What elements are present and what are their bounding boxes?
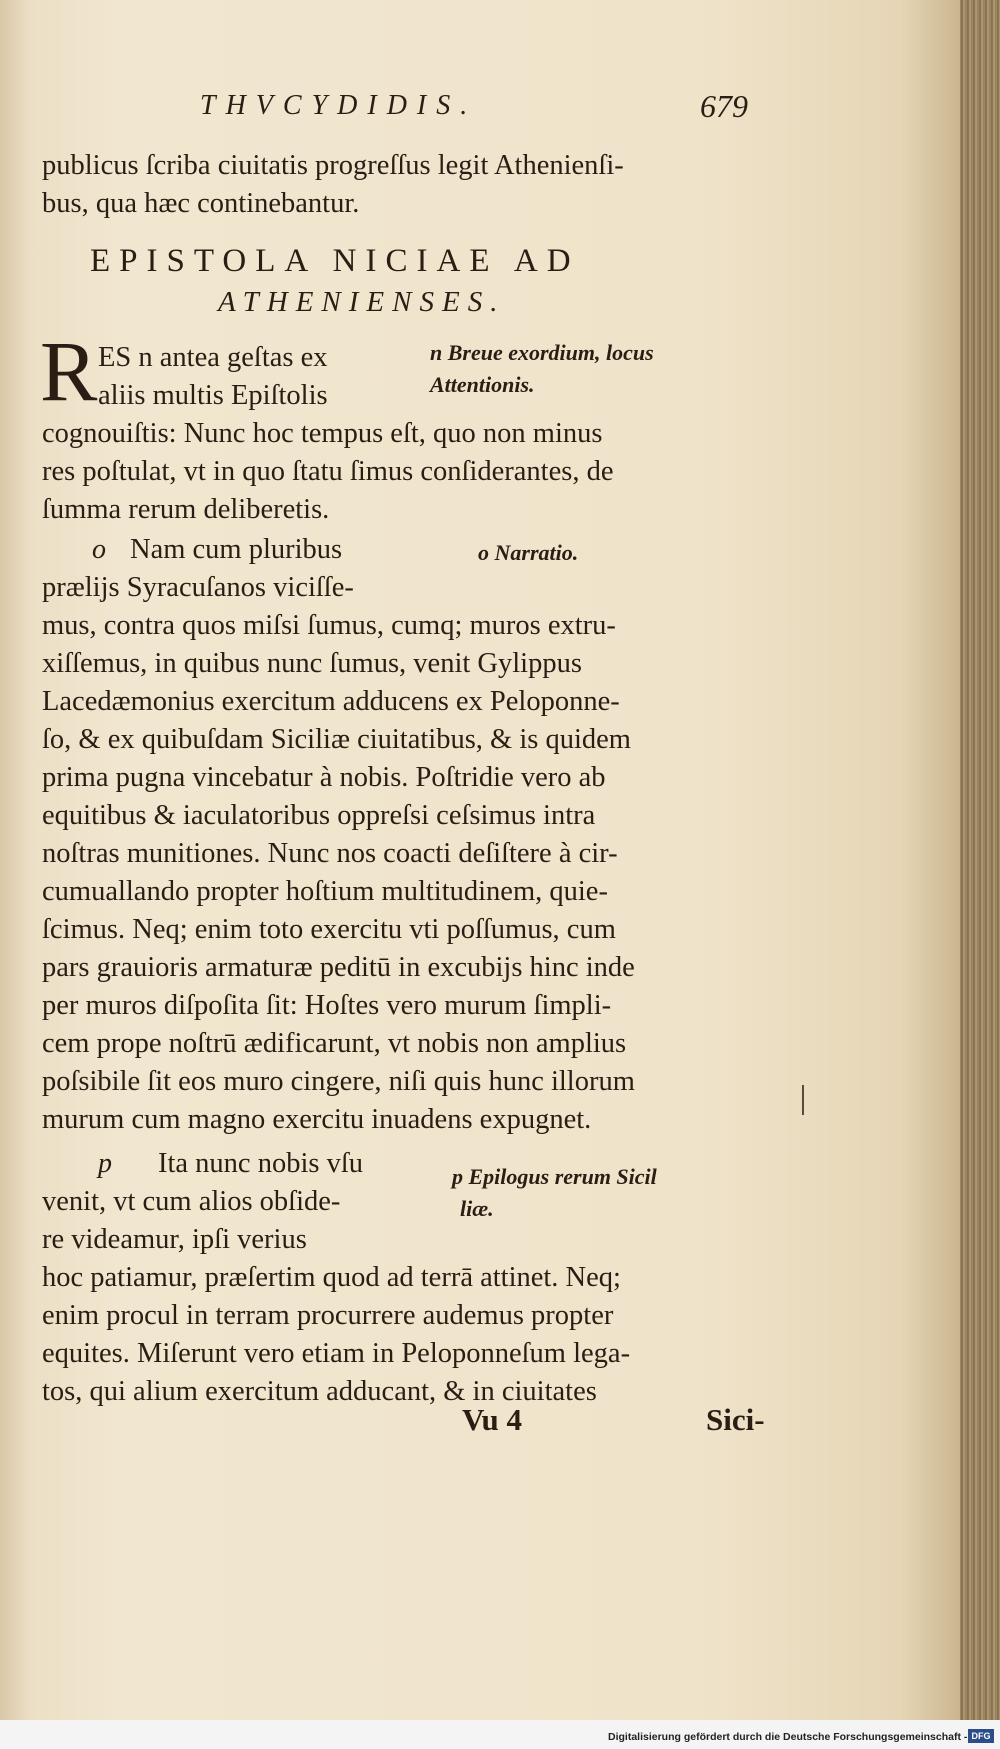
text-line: murum cum magno exercitu inuadens expugnet. [42,1104,592,1135]
text-line: re videamur, ipſi verius [42,1224,307,1255]
text-line: res poſtulat, vt in quo ſtatu ſimus conſiderantes, de [42,456,614,487]
text-line: venit, vt cum alios obſide- [42,1186,341,1217]
text-line: enim procul in terram procurrere audemus propter [42,1300,614,1331]
paragraph-marker: p [98,1148,112,1179]
margin-note: Attentionis. [430,372,535,397]
text-line: prælijs Syracuſanos viciſſe- [42,572,354,603]
paragraph-marker: o [92,534,106,565]
margin-note: liæ. [460,1196,494,1221]
text-line: publicus ſcriba ciuitatis progreſſus legit Athenienſi- [42,150,624,181]
text-line: equites. Miſerunt vero etiam in Peloponneſum lega- [42,1338,631,1369]
text-line: bus, qua hæc continebantur. [42,188,360,219]
text-line: ſumma rerum deliberetis. [42,494,330,525]
margin-note: p Epilogus rerum Sicil [452,1164,657,1189]
pen-mark [802,1085,804,1115]
text-line: poſsibile ſit eos muro cingere, niſi quis hunc illorum [42,1066,635,1097]
text-line: prima pugna vincebatur à nobis. Poſtridie vero ab [42,762,606,793]
text-line: cem prope noſtrū ædificarunt, vt nobis non amplius [42,1028,627,1059]
text-line: Ita nunc nobis vſu [158,1148,364,1179]
page-edges [960,0,1000,1720]
margin-note: n Breue exordium, locus [430,340,654,365]
text-line: mus, contra quos miſsi ſumus, cumq; muros extru- [42,610,616,641]
dfg-logo: DFG [968,1729,994,1743]
text-line: noſtras munitiones. Nunc nos coacti deſiſtere à cir- [42,838,618,869]
text-line: hoc patiamur, præſertim quod ad terrā attinet. Neq; [42,1262,621,1293]
catchword: Sici- [706,1402,765,1437]
page-number: 679 [700,88,748,124]
text-line: tos, qui alium exercitum adducant, & in ciuitates [42,1376,597,1407]
text-line: ES n antea geſtas ex [98,342,328,373]
letter-heading-subtitle: ATHENIENSES. [218,286,506,318]
text-line: equitibus & iaculatoribus oppreſsi ceſsimus intra [42,800,596,831]
margin-note: o Narratio. [478,540,579,565]
letter-heading: EPISTOLA NICIAE AD [90,243,580,279]
running-title: THVCYDIDIS. [200,90,478,121]
funding-credit: Digitalisierung gefördert durch die Deutsche Forschungsgemeinschaft - [608,1731,968,1743]
text-line: aliis multis Epiſtolis [98,380,328,411]
drop-cap: R [40,323,98,419]
text-line: ſcimus. Neq; enim toto exercitu vti poſſumus, cum [42,914,616,945]
text-line: cumuallando propter hoſtium multitudinem, quie- [42,876,608,907]
text-line: Lacedæmonius exercitum adducens ex Peloponne- [42,686,620,717]
text-line: xiſſemus, in quibus nunc ſumus, venit Gylippus [42,648,582,679]
text-line: pars grauioris armaturæ peditū in excubijs hinc inde [42,952,635,983]
text-line: ſo, & ex quibuſdam Siciliæ ciuitatibus, & is quidem [42,724,631,755]
text-line: Nam cum pluribus [130,534,343,565]
text-line: cognouiſtis: Nunc hoc tempus eſt, quo non minus [42,418,603,449]
signature-mark: Vu 4 [462,1402,523,1437]
text-line: per muros diſpoſita ſit: Hoſtes vero murum ſimpli- [42,990,612,1021]
